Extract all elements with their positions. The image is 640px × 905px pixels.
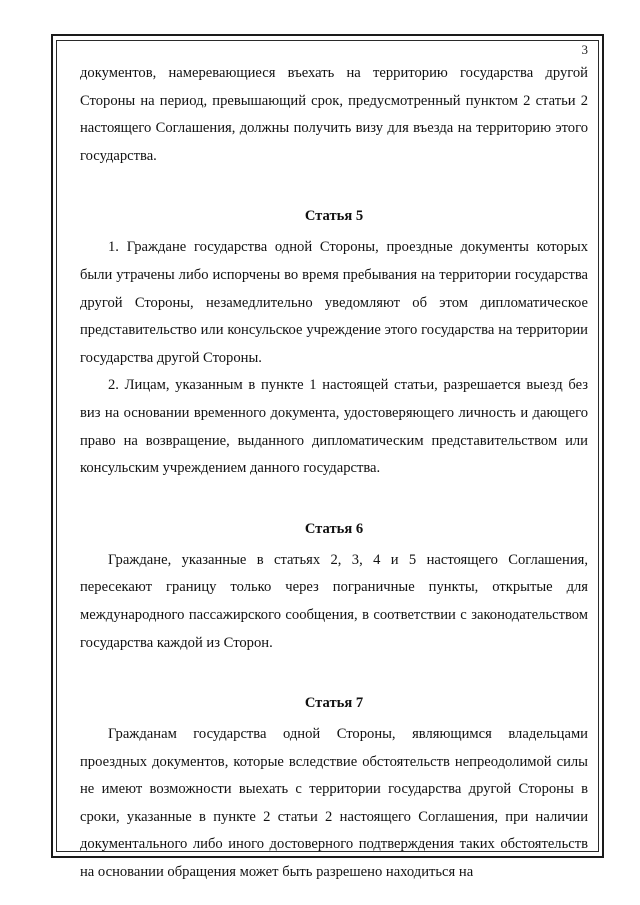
article-5-paragraph-1: 1. Граждане государства одной Стороны, проездные документы которых были утрачены либо испорчены во время пребывания на территории государства другой Стороны, незамедлительно уведомляют об этом дипломатическое представительство или консульское учреждение этого государства на территории государства другой Стороны. [80,239,588,366]
document-body [80,60,588,887]
article-5-heading: Статья 5 [304,208,364,225]
article-6-heading: Статья 6 [304,520,364,537]
article-5-paragraph-2: 2. Лицам, указанным в пункте 1 настоящей статьи, разрешается выезд без виз на основании временного документа, удостоверяющего личность и дающего право на возвращение, выданного дипломатическим представительством или консульским учреждением данного государства. [80,377,588,477]
page-number: 3 [581,42,588,57]
article-7-heading: Статья 7 [304,695,364,712]
intro-paragraph: документов, намеревающиеся въехать на территорию государства другой Стороны на период, превышающий срок, предусмотренный пунктом 2 статьи 2 настоящего Соглашения, должны получить визу для въезда на территорию этого государства. [80,65,588,164]
article-6-paragraph-1: Граждане, указанные в статьях 2, 3, 4 и 5 настоящего Соглашения, пересекают границу только через пограничные пункты, открытые для международного пассажирского сообщения, в соответствии с законодательством государства каждой из Сторон. [80,551,588,651]
article-7-paragraph-1: Гражданам государства одной Стороны, являющимся владельцами проездных документов, которые вследствие обстоятельств непреодолимой силы не имеют возможности выехать с территории государства другой Стороны в сроки, указанные в пункте 2 статьи 2 настоящего Соглашения, при наличии документального либо иного достоверного подтверждения таких обстоятельств на основании обращения может быть разрешено находиться на [80,726,588,881]
